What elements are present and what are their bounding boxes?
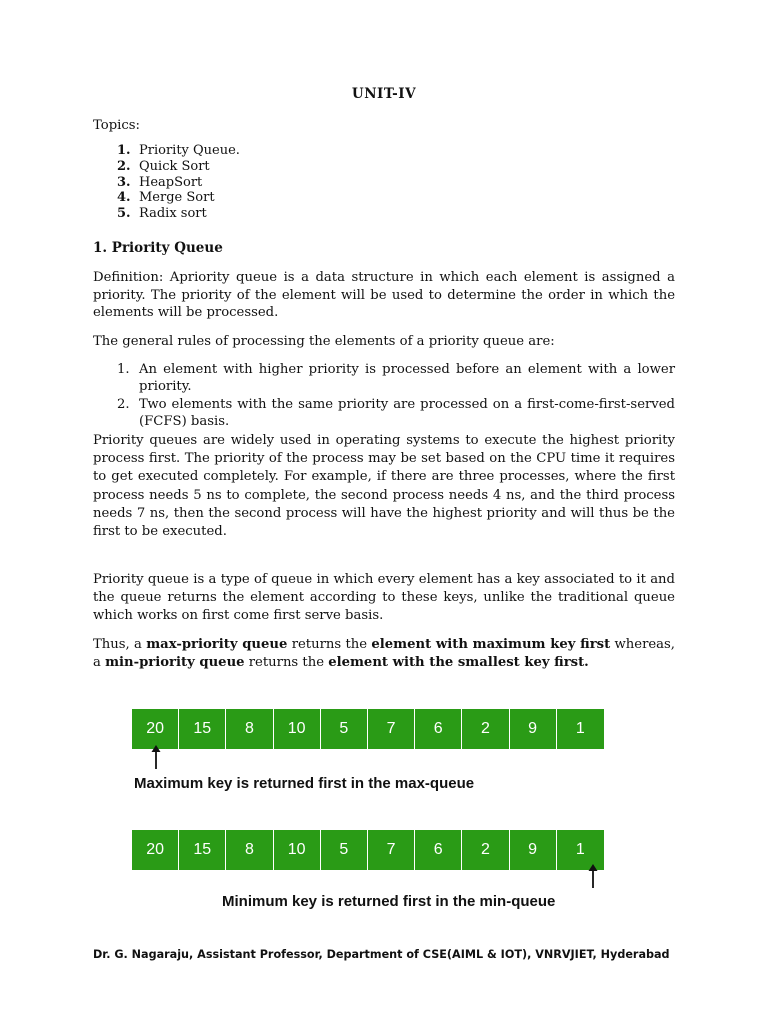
- thus-bold-2: element with maximum key first: [371, 637, 611, 652]
- rules-list: [117, 362, 675, 432]
- queue-cell: 5: [321, 830, 368, 870]
- topics-list: [117, 143, 240, 222]
- queue-cell: 5: [321, 709, 368, 749]
- thus-text-4: returns the: [244, 655, 329, 670]
- list-item: [117, 190, 240, 206]
- section-heading: 1. Priority Queue: [93, 240, 223, 256]
- min-queue-caption: Minimum key is returned first in the min-queue: [222, 893, 556, 910]
- queue-cell: 7: [368, 830, 415, 870]
- list-item: [117, 159, 240, 175]
- list-item: [117, 362, 675, 395]
- max-queue-figure: [132, 709, 604, 749]
- list-text: Priority Queue.: [139, 143, 240, 158]
- queue-cell: 8: [226, 709, 273, 749]
- queue-cell: 6: [415, 709, 462, 749]
- list-text: Merge Sort: [139, 190, 215, 206]
- min-queue-figure: [132, 830, 604, 870]
- queue-cell: 2: [462, 830, 509, 870]
- list-item: [117, 397, 675, 430]
- list-number: 2.: [117, 397, 130, 412]
- queue-cell: 1: [575, 720, 585, 737]
- list-number: 5.: [117, 206, 131, 222]
- list-text: HeapSort: [139, 174, 203, 190]
- queue-cell: 10: [274, 709, 321, 749]
- list-item: [117, 175, 240, 191]
- definition-paragraph: Definition: Apriority queue is a data structure in which each element is assigned a priority. The priority of the element will be used to determine the order in which the elements will be processed.: [93, 270, 675, 320]
- list-text: Quick Sort: [139, 158, 210, 174]
- queue-cell: 20: [132, 709, 179, 749]
- unit-title: UNIT-IV: [351, 86, 417, 102]
- list-text: An element with higher priority is processed before an element with a lower priority.: [139, 362, 675, 394]
- queue-cell: 10: [274, 830, 321, 870]
- topics-label: Topics:: [93, 118, 140, 133]
- thus-text-1: Thus, a: [93, 637, 147, 652]
- thus-bold-3: min-priority queue: [105, 655, 245, 670]
- queue-cell: 9: [510, 830, 557, 870]
- list-text: Radix sort: [139, 206, 207, 222]
- page-footer: Dr. G. Nagaraju, Assistant Professor, Department of CSE(AIML & IOT), VNRVJIET, Hyderabad: [93, 948, 670, 961]
- thus-text-3: whereas, a: [93, 637, 675, 670]
- queue-cell: 20: [132, 830, 179, 870]
- list-item: [117, 143, 240, 159]
- list-text: Two elements with the same priority are processed on a first-come-first-served (FCFS) basis.: [139, 397, 675, 429]
- list-number: 3.: [117, 174, 131, 190]
- thus-bold-1: max-priority queue: [146, 637, 288, 652]
- arrow-up-icon: [149, 745, 163, 769]
- queue-cell: 15: [179, 709, 226, 749]
- os-paragraph: Priority queues are widely used in operating systems to execute the highest priority process first. The priority of the process may be set based on the CPU time it requires to get executed completely. For example, if there are three processes, where the first process needs 5 ns to complete, the second process needs 4 ns, and the third process needs 7 ns, then the second process will have the highest priority and will thus be the first to be executed.: [93, 433, 675, 540]
- thus-bold-4: element with the smallest key first.: [328, 655, 589, 670]
- arrow-up-icon: [586, 864, 600, 888]
- queue-cell: 1: [575, 841, 585, 858]
- list-number: 4.: [117, 190, 131, 206]
- rules-intro: The general rules of processing the elements of a priority queue are:: [93, 334, 555, 349]
- list-number: 2.: [117, 158, 131, 174]
- thus-paragraph: [93, 636, 675, 672]
- queue-cell: 2: [462, 709, 509, 749]
- thus-text-2: returns the: [287, 637, 372, 652]
- queue-cell: 7: [368, 709, 415, 749]
- queue-cell: 8: [226, 830, 273, 870]
- max-queue-caption: Maximum key is returned first in the max-queue: [134, 775, 475, 792]
- type-paragraph: Priority queue is a type of queue in which every element has a key associated to it and the queue returns the element according to these keys, unlike the traditional queue which works on first come first serve basis.: [93, 572, 675, 623]
- list-number: 1.: [117, 362, 130, 377]
- list-item: [117, 206, 240, 222]
- queue-cell: 9: [510, 709, 557, 749]
- queue-cell: 6: [415, 830, 462, 870]
- list-number: 1.: [117, 143, 131, 158]
- queue-cell: 15: [179, 830, 226, 870]
